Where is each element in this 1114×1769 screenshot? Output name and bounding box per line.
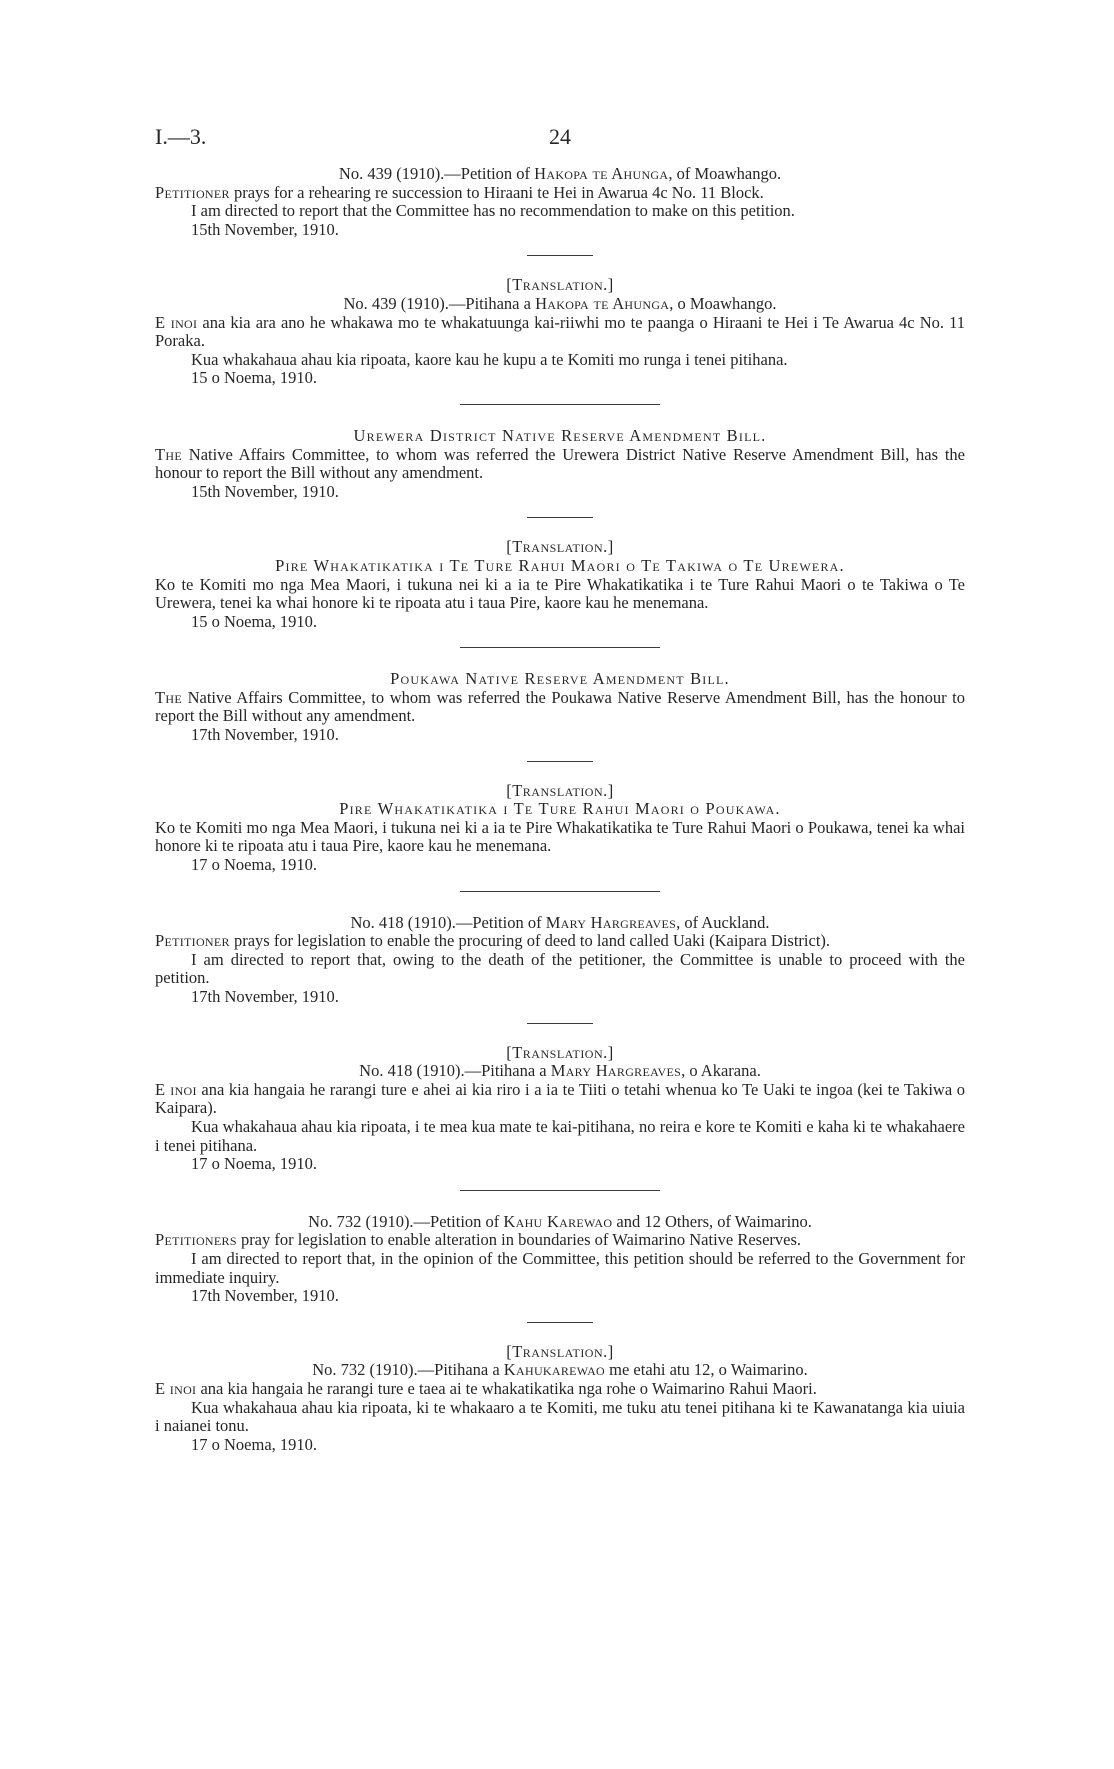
section (155, 914, 965, 1024)
lead-word: Petitioner (155, 931, 230, 951)
translation-label: [Translation.] (506, 275, 614, 295)
section-divider (527, 1322, 593, 1323)
heading-prefix: No. 732 (1910).—Pitihana a (312, 1360, 504, 1380)
heading-suffix: , o Moawhango. (669, 293, 777, 313)
lead-word: E inoi (155, 1378, 197, 1398)
section-divider (460, 647, 660, 648)
lead-text: ana kia ara ano he whakawa mo te whakatuunga kai-riiwhi mo te paanga o Hiraani te Hei i Te Awarua 4c No. 11 Poraka. (155, 312, 965, 351)
lead-paragraph (155, 689, 965, 726)
petitioner-name: Hakopa te Ahunga (535, 293, 670, 313)
report-date: 17 o Noema, 1910. (191, 855, 318, 875)
lead-text: ana kia hangaia he rarangi ture e ahei ai kia riro i a ia te Tiiti o tetahi whenua ko Te Uaki te ingoa (kei te Takiwa o Kaipara). (155, 1079, 966, 1118)
section (155, 782, 965, 892)
section (155, 670, 965, 761)
report-paragraph: Ko te Komiti mo nga Mea Maori, i tukuna nei ki a ia te Pire Whakatikatika i te Ture Rahui Maori o te Takiwa o Te Urewera, tenei ka whai honore ki te ripoata atu i taua Pire, kaore kau he menemana. (155, 574, 965, 613)
report-paragraph: Ko te Komiti mo nga Mea Maori, i tukuna nei ki a ia te Pire Whakatikatika te Ture Rahui Maori o Poukawa, tenei ka whai honore ki te ripoata atu i taua Pire, kaore kau he menemana. (155, 817, 965, 856)
petition-heading (155, 914, 965, 933)
report-date: 17 o Noema, 1910. (191, 1154, 318, 1174)
report-date: 17 o Noema, 1910. (191, 1434, 318, 1454)
heading-prefix: No. 418 (1910).—Petition of (350, 912, 546, 932)
lead-word: Petitioner (155, 182, 230, 202)
lead-paragraph (155, 932, 965, 951)
heading-suffix: , of Auckland. (676, 912, 770, 932)
translation-label: [Translation.] (506, 1341, 614, 1361)
section (155, 276, 965, 405)
section-divider (460, 891, 660, 892)
section (155, 538, 965, 648)
lead-paragraph (155, 184, 965, 203)
translation-label: [Translation.] (506, 537, 614, 557)
lead-text: Native Affairs Committee, to whom was referred the Poukawa Native Reserve Amendment Bill, has the honour to report the Bill without any amendment. (155, 687, 965, 726)
section-divider (527, 255, 593, 256)
petition-heading (155, 165, 965, 184)
lead-text: Native Affairs Committee, to whom was referred the Urewera District Native Reserve Amendment Bill, has the honour to report the Bill without any amendment. (155, 444, 965, 483)
report-date: 17th November, 1910. (191, 725, 339, 745)
heading-suffix: and 12 Others, of Waimarino. (612, 1211, 812, 1231)
lead-word: The (155, 444, 182, 464)
petitioner-name: Hakopa te Ahunga (534, 164, 669, 183)
heading-prefix: No. 418 (1910).—Pitihana a (359, 1061, 551, 1081)
lead-paragraph (155, 314, 965, 351)
section (155, 165, 965, 256)
section-divider (527, 761, 593, 762)
lead-word: E inoi (155, 1079, 197, 1099)
petitioner-name: Mary Hargreaves (545, 912, 677, 932)
lead-text: prays for a rehearing re succession to Hiraani te Hei in Awarua 4c No. 11 Block. (229, 182, 764, 202)
section-divider (460, 1190, 660, 1191)
petition-heading (155, 1213, 965, 1232)
bill-title: Pire Whakatikatika i Te Ture Rahui Maori o Te Takiwa o Te Urewera. (275, 555, 845, 575)
petition-heading (155, 1062, 965, 1081)
report-paragraph: I am directed to report that, in the opinion of the Committee, this petition should be referred to the Government for immediate inquiry. (155, 1248, 965, 1287)
report-date: 17th November, 1910. (191, 987, 339, 1006)
heading-suffix: me etahi atu 12, o Waimarino. (605, 1360, 808, 1380)
section (155, 1044, 965, 1191)
lead-paragraph (155, 446, 965, 483)
petitioner-name: Kahukarewao (503, 1360, 606, 1380)
lead-paragraph (155, 1231, 965, 1250)
lead-word: E inoi (155, 312, 198, 332)
heading-suffix: , o Akarana. (681, 1061, 761, 1081)
lead-text: prays for legislation to enable the procuring of deed to land called Uaki (Kaipara District). (229, 931, 831, 951)
document-body (155, 165, 965, 1454)
paper-reference: I.—3. (155, 124, 207, 149)
report-date: 17th November, 1910. (191, 1286, 339, 1306)
report-paragraph: Kua whakahaua ahau kia ripoata, kaore kau he kupu a te Komiti mo runga i tenei pitihana. (191, 349, 788, 369)
lead-text: pray for legislation to enable alteration in boundaries of Waimarino Native Reserves. (236, 1230, 802, 1250)
petition-heading (155, 1361, 965, 1380)
lead-word: Petitioners (155, 1230, 237, 1250)
bill-title: Pire Whakatikatika i Te Ture Rahui Maori o Poukawa. (339, 799, 781, 819)
report-date: 15 o Noema, 1910. (191, 368, 318, 388)
bill-title: Urewera District Native Reserve Amendment Bill. (353, 425, 767, 445)
heading-suffix: , of Moawhango. (668, 164, 782, 183)
report-paragraph: I am directed to report that, owing to the death of the petitioner, the Committee is unable to proceed with the petition. (155, 949, 965, 988)
lead-paragraph (155, 1380, 965, 1399)
report-paragraph: Kua whakahaua ahau kia ripoata, ki te whakaaro a te Komiti, me tuku atu tenei pitihana ki te Kawanatanga kia uiuia i naianei tonu. (155, 1397, 965, 1436)
section (155, 1343, 965, 1455)
section-divider (527, 1023, 593, 1024)
heading-prefix: No. 439 (1910).—Pitihana a (343, 293, 536, 313)
report-paragraph: I am directed to report that the Committee has no recommendation to make on this petition. (191, 201, 795, 221)
lead-text: ana kia hangaia he rarangi ture e taea ai te whakatikatika nga rohe o Waimarino Rahui Maori. (196, 1378, 817, 1398)
petitioner-name: Kahu Karewao (503, 1211, 613, 1231)
report-date: 15th November, 1910. (191, 219, 339, 239)
heading-prefix: No. 439 (1910).—Petition of (338, 164, 535, 183)
translation-label: [Translation.] (506, 780, 614, 800)
section (155, 427, 965, 518)
petitioner-name: Mary Hargreaves (550, 1061, 682, 1081)
heading-prefix: No. 732 (1910).—Petition of (308, 1211, 504, 1231)
petition-heading (155, 295, 965, 314)
report-paragraph: Kua whakahaua ahau kia ripoata, i te mea kua mate te kai-pitihana, no reira e kore te Komiti e kaha ki te whakahaere i tenei pitihana. (155, 1116, 965, 1155)
report-date: 15 o Noema, 1910. (191, 611, 318, 631)
lead-word: The (155, 687, 182, 707)
page-header (155, 124, 965, 154)
report-date: 15th November, 1910. (191, 481, 339, 501)
page-number: 24 (549, 124, 571, 149)
section-divider (460, 404, 660, 405)
section (155, 1213, 965, 1323)
lead-paragraph (155, 1081, 965, 1118)
section-divider (527, 517, 593, 518)
translation-label: [Translation.] (506, 1042, 614, 1062)
bill-title: Poukawa Native Reserve Amendment Bill. (390, 669, 730, 689)
